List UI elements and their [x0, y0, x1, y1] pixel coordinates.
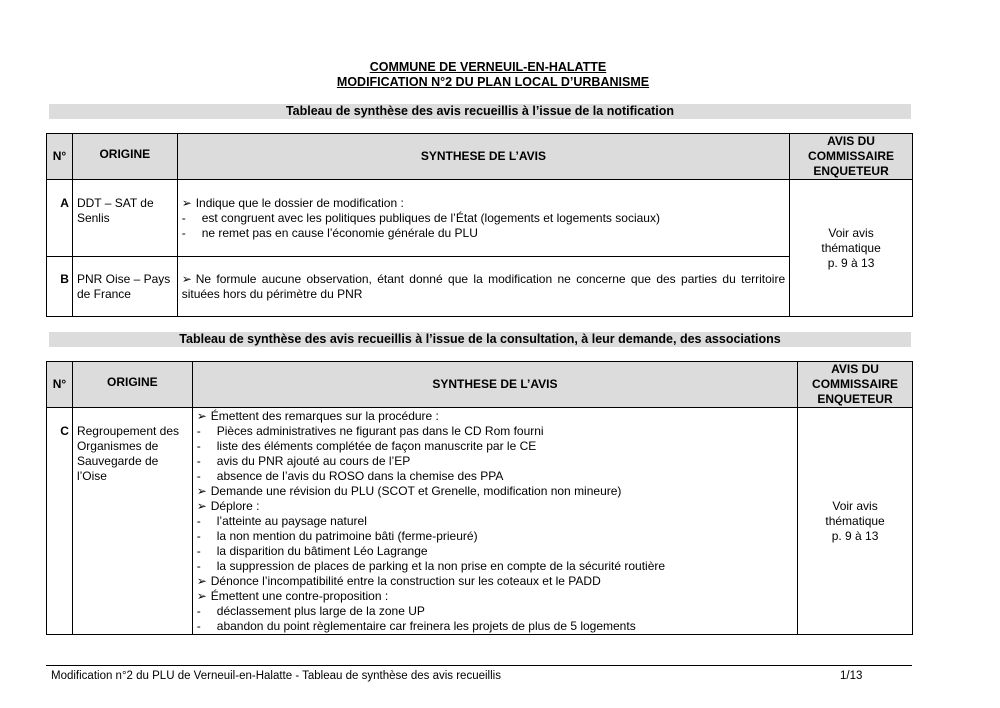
- dash-bullet-icon: -: [181, 226, 186, 240]
- table-row: [47, 257, 913, 317]
- footer-divider: [46, 665, 912, 666]
- row-number: C: [47, 408, 73, 635]
- table-row: [47, 408, 913, 635]
- arrow-bullet-icon: ➢: [196, 589, 207, 603]
- column-header-number: N°: [47, 134, 73, 180]
- list-item: ➢ Demande une révision du PLU (SCOT et Grenelle, modification non mineure): [196, 484, 622, 498]
- row-synthese: [177, 257, 789, 317]
- row-number: A: [47, 180, 73, 257]
- row-origine: DDT – SAT de Senlis: [72, 180, 177, 257]
- footer-text: Modification n°2 du PLU de Verneuil-en-Halatte - Tableau de synthèse des avis recueillis: [51, 670, 501, 682]
- dash-bullet-icon: -: [196, 619, 201, 633]
- list-item: - absence de l’avis du ROSO dans la chemise des PPA: [196, 469, 504, 483]
- row-origine: Regroupement des Organismes de Sauvegarde de l’Oise: [72, 408, 192, 635]
- arrow-bullet-icon: ➢: [181, 272, 192, 286]
- column-header-origine: ORIGINE: [72, 134, 177, 180]
- document-title-modification: MODIFICATION N°2 DU PLAN LOCAL D’URBANISME: [336, 75, 650, 89]
- list-item: - Pièces administratives ne figurant pas dans le CD Rom fourni: [196, 424, 544, 438]
- list-item: - abandon du point règlementaire car freinera les projets de plus de 5 logements: [196, 619, 636, 633]
- list-item: - déclassement plus large de la zone UP: [196, 604, 425, 618]
- arrow-bullet-icon: ➢: [196, 574, 207, 588]
- column-header-avis: AVIS DU COMMISSAIRE ENQUETEUR: [798, 362, 913, 408]
- arrow-bullet-icon: ➢: [196, 484, 207, 498]
- dash-bullet-icon: -: [196, 544, 201, 558]
- dash-bullet-icon: -: [196, 604, 201, 618]
- synthesis-table-notification: [46, 133, 913, 317]
- dash-bullet-icon: -: [196, 514, 201, 528]
- list-item: - avis du PNR ajouté au cours de l’EP: [196, 454, 411, 468]
- dash-bullet-icon: -: [196, 439, 201, 453]
- synthesis-table-associations: [46, 361, 913, 635]
- column-header-synthese: SYNTHESE DE L’AVIS: [177, 134, 789, 180]
- row-synthese: [192, 408, 797, 635]
- arrow-bullet-icon: ➢: [196, 409, 207, 423]
- row-number: B: [47, 257, 73, 317]
- list-item: - est congruent avec les politiques publiques de l’État (logements et logements sociaux): [181, 211, 660, 225]
- list-item: ➢ Dénonce l’incompatibilité entre la construction sur les coteaux et le PADD: [196, 574, 601, 588]
- list-item: ➢ Émettent des remarques sur la procédure :: [196, 409, 439, 423]
- arrow-bullet-icon: ➢: [181, 196, 192, 210]
- dash-bullet-icon: -: [181, 211, 186, 225]
- list-item: - la non mention du patrimoine bâti (ferme-prieuré): [196, 529, 478, 543]
- section-banner-associations: Tableau de synthèse des avis recueillis à l’issue de la consultation, à leur demande, des associations: [49, 332, 911, 347]
- column-header-synthese: SYNTHESE DE L’AVIS: [192, 362, 797, 408]
- dash-bullet-icon: -: [196, 454, 201, 468]
- dash-bullet-icon: -: [196, 529, 201, 543]
- document-title-commune: COMMUNE DE VERNEUIL-EN-HALATTE: [369, 60, 607, 74]
- list-item: - la disparition du bâtiment Léo Lagrange: [196, 544, 428, 558]
- list-item: ➢ Émettent une contre-proposition :: [196, 589, 389, 603]
- list-item: - ne remet pas en cause l’économie générale du PLU: [181, 226, 478, 240]
- list-item: ➢ Ne formule aucune observation, étant donné que la modification ne concerne que des parties du territoire situées hors du périmètre du PNR: [181, 272, 786, 301]
- arrow-bullet-icon: ➢: [196, 499, 207, 513]
- dash-bullet-icon: -: [196, 469, 201, 483]
- table-header-row: [47, 362, 913, 408]
- list-item: ➢ Indique que le dossier de modification :: [181, 196, 404, 210]
- column-header-number: N°: [47, 362, 73, 408]
- list-item: - l’atteinte au paysage naturel: [196, 514, 367, 528]
- avis-cell: Voir avis thématique p. 9 à 13: [790, 180, 913, 317]
- row-origine: PNR Oise – Pays de France: [72, 257, 177, 317]
- column-header-avis: AVIS DU COMMISSAIRE ENQUETEUR: [790, 134, 913, 180]
- dash-bullet-icon: -: [196, 559, 201, 573]
- column-header-origine: ORIGINE: [72, 362, 192, 408]
- list-item: - la suppression de places de parking et la non prise en compte de la sécurité routière: [196, 559, 666, 573]
- table-header-row: [47, 134, 913, 180]
- table-row: [47, 180, 913, 257]
- list-item: ➢ Déplore :: [196, 499, 260, 513]
- dash-bullet-icon: -: [196, 424, 201, 438]
- row-synthese: [177, 180, 789, 257]
- list-item: - liste des éléments complétée de façon manuscrite par le CE: [196, 439, 537, 453]
- section-banner-notification: Tableau de synthèse des avis recueillis à l’issue de la notification: [49, 104, 911, 119]
- page-number: 1/13: [840, 670, 863, 682]
- avis-cell: Voir avis thématique p. 9 à 13: [798, 408, 913, 635]
